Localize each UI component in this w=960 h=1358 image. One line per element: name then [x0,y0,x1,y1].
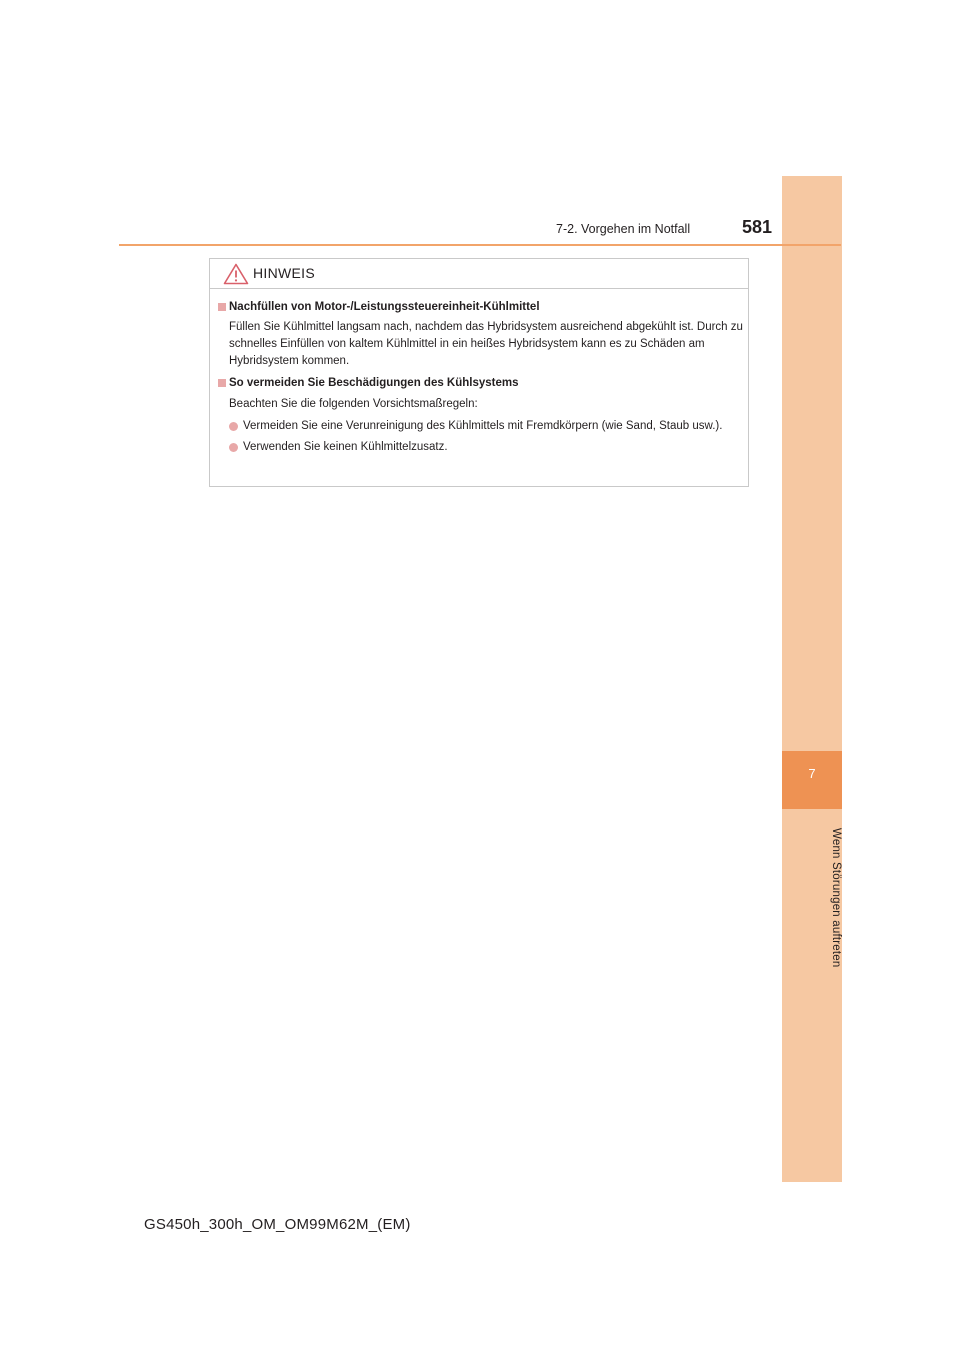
notice-paragraph: Füllen Sie Kühlmittel langsam nach, nachdem das Hybridsystem ausreichend abgekühlt ist. Durch zu schnelles Einfüllen von kaltem Kühlmittel in ein heißes Hybridsystem kann es zu Schäden am Hybridsystem kommen. [229,321,743,367]
section-title: 7-2. Vorgehen im Notfall [556,222,691,236]
notice-body [210,299,750,456]
notice-section-heading [210,299,750,315]
header-divider [119,244,841,246]
warning-icon [223,263,249,285]
heading-text: So vermeiden Sie Beschädigungen des Kühlsystems [229,377,519,389]
heading-text: Nachfüllen von Motor-/Leistungssteuereinheit-Kühlmittel [229,301,540,313]
square-bullet-icon [218,379,226,387]
chapter-title-vertical: Wenn Störungen auftreten [830,828,842,968]
list-item-text: Vermeiden Sie eine Verunreinigung des Kühlmittels mit Fremdkörpern (wie Sand, Staub usw.). [243,420,723,432]
notice-box [209,258,749,487]
notice-paragraph: Beachten Sie die folgenden Vorsichtsmaßregeln: [229,398,478,410]
notice-title: HINWEIS [253,265,315,281]
round-bullet-icon [229,422,238,431]
list-item [210,418,750,435]
page-number: 581 [742,217,773,237]
notice-header [210,259,748,289]
chapter-number: 7 [808,766,816,781]
chapter-side-tab [782,176,842,1182]
list-item [210,439,750,456]
notice-section-heading [210,375,750,391]
square-bullet-icon [218,303,226,311]
document-code: GS450h_300h_OM_OM99M62M_(EM) [144,1216,411,1233]
round-bullet-icon [229,443,238,452]
list-item-text: Verwenden Sie keinen Kühlmittelzusatz. [243,441,448,453]
